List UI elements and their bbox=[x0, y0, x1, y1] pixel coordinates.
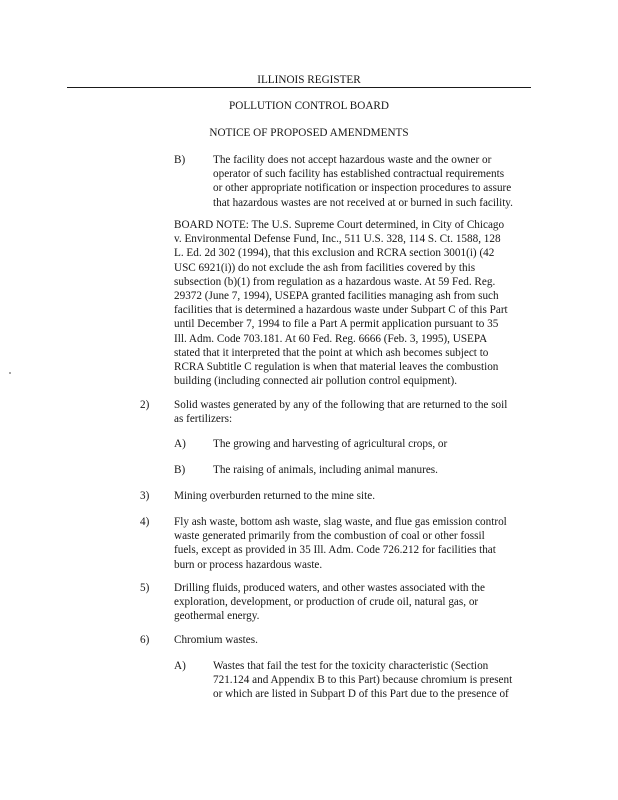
text-line: Wastes that fail the test for the toxicity characteristic (Section bbox=[213, 660, 489, 672]
text-line: as fertilizers: bbox=[174, 413, 233, 426]
item-5-text bbox=[174, 581, 485, 624]
text-line: geothermal energy. bbox=[174, 610, 260, 623]
text-line: v. Environmental Defense Fund, Inc., 511 U.S. 328, 114 S. Ct. 1588, 128 bbox=[174, 233, 501, 246]
text-line: that hazardous wastes are not received at or burned in such facility. bbox=[213, 196, 513, 209]
register-title: ILLINOIS REGISTER bbox=[257, 74, 361, 86]
item-6a-text bbox=[213, 659, 512, 702]
item-2a-text: The growing and harvesting of agricultural crops, or bbox=[213, 438, 448, 450]
scan-speck bbox=[9, 372, 11, 374]
text-line: burn or process hazardous waste. bbox=[174, 558, 323, 571]
text-line: exploration, development, or production of crude oil, natural gas, or bbox=[174, 596, 479, 609]
text-line: fuels, except as provided in 35 Ill. Adm. Code 726.212 for facilities that bbox=[174, 544, 496, 557]
text-line: RCRA Subtitle C regulation is when that material leaves the combustion bbox=[174, 361, 499, 374]
text-line: The facility does not accept hazardous waste and the owner or bbox=[213, 154, 492, 166]
item-2a-label: A) bbox=[174, 438, 186, 450]
item-6a-label: A) bbox=[174, 660, 186, 672]
board-note bbox=[174, 218, 508, 388]
item-2-text bbox=[174, 398, 507, 426]
item-6-label: 6) bbox=[140, 634, 150, 646]
text-line: until December 7, 1994 to file a Part A permit application pursuant to 35 bbox=[174, 318, 499, 331]
text-line: USC 6921(i)) do not exclude the ash from facilities covered by this bbox=[174, 261, 476, 274]
item-b-text bbox=[213, 153, 513, 210]
text-line: Drilling fluids, produced waters, and other wastes associated with the bbox=[174, 582, 485, 594]
text-line: subsection (b)(1) from regulation as a hazardous waste. At 59 Fed. Reg. bbox=[174, 275, 496, 288]
text-line: facilities that is determined a hazardous waste under Subpart C of this Part bbox=[174, 304, 508, 317]
text-line: BOARD NOTE: The U.S. Supreme Court determined, in City of Chicago bbox=[174, 219, 505, 231]
item-2-label: 2) bbox=[140, 399, 150, 411]
item-2b-label: B) bbox=[174, 464, 186, 476]
notice-title: NOTICE OF PROPOSED AMENDMENTS bbox=[209, 127, 409, 139]
text-line: building (including connected air pollution control equipment). bbox=[174, 375, 458, 388]
text-line: or other appropriate notification or inspection procedures to assure bbox=[213, 182, 512, 195]
text-line: L. Ed. 2d 302 (1994), that this exclusion and RCRA section 3001(i) (42 bbox=[174, 247, 495, 260]
item-3-label: 3) bbox=[140, 490, 150, 502]
board-title: POLLUTION CONTROL BOARD bbox=[229, 100, 389, 112]
header-rule bbox=[67, 87, 531, 88]
text-line: 721.124 and Appendix B to this Part) because chromium is present bbox=[213, 674, 513, 687]
item-4-label: 4) bbox=[140, 516, 150, 528]
item-4-text bbox=[174, 515, 507, 572]
item-b-label: B) bbox=[174, 154, 186, 166]
text-line: or which are listed in Subpart D of this Part due to the presence of bbox=[213, 688, 509, 701]
item-3-text: Mining overburden returned to the mine site. bbox=[174, 490, 376, 502]
item-5-label: 5) bbox=[140, 582, 150, 594]
item-6-text: Chromium wastes. bbox=[174, 634, 258, 646]
text-line: waste generated primarily from the combustion of coal or other fossil bbox=[174, 530, 485, 543]
text-line: Solid wastes generated by any of the following that are returned to the soil bbox=[174, 399, 508, 411]
text-line: Fly ash waste, bottom ash waste, slag waste, and flue gas emission control bbox=[174, 516, 507, 528]
text-line: stated that it interpreted that the point at which ash becomes subject to bbox=[174, 346, 489, 359]
text-line: 29372 (June 7, 1994), USEPA granted facilities managing ash from such bbox=[174, 290, 499, 303]
item-2b-text: The raising of animals, including animal manures. bbox=[213, 464, 438, 476]
text-line: Ill. Adm. Code 703.181. At 60 Fed. Reg. 6666 (Feb. 3, 1995), USEPA bbox=[174, 332, 488, 345]
text-line: operator of such facility has established contractual requirements bbox=[213, 168, 505, 181]
